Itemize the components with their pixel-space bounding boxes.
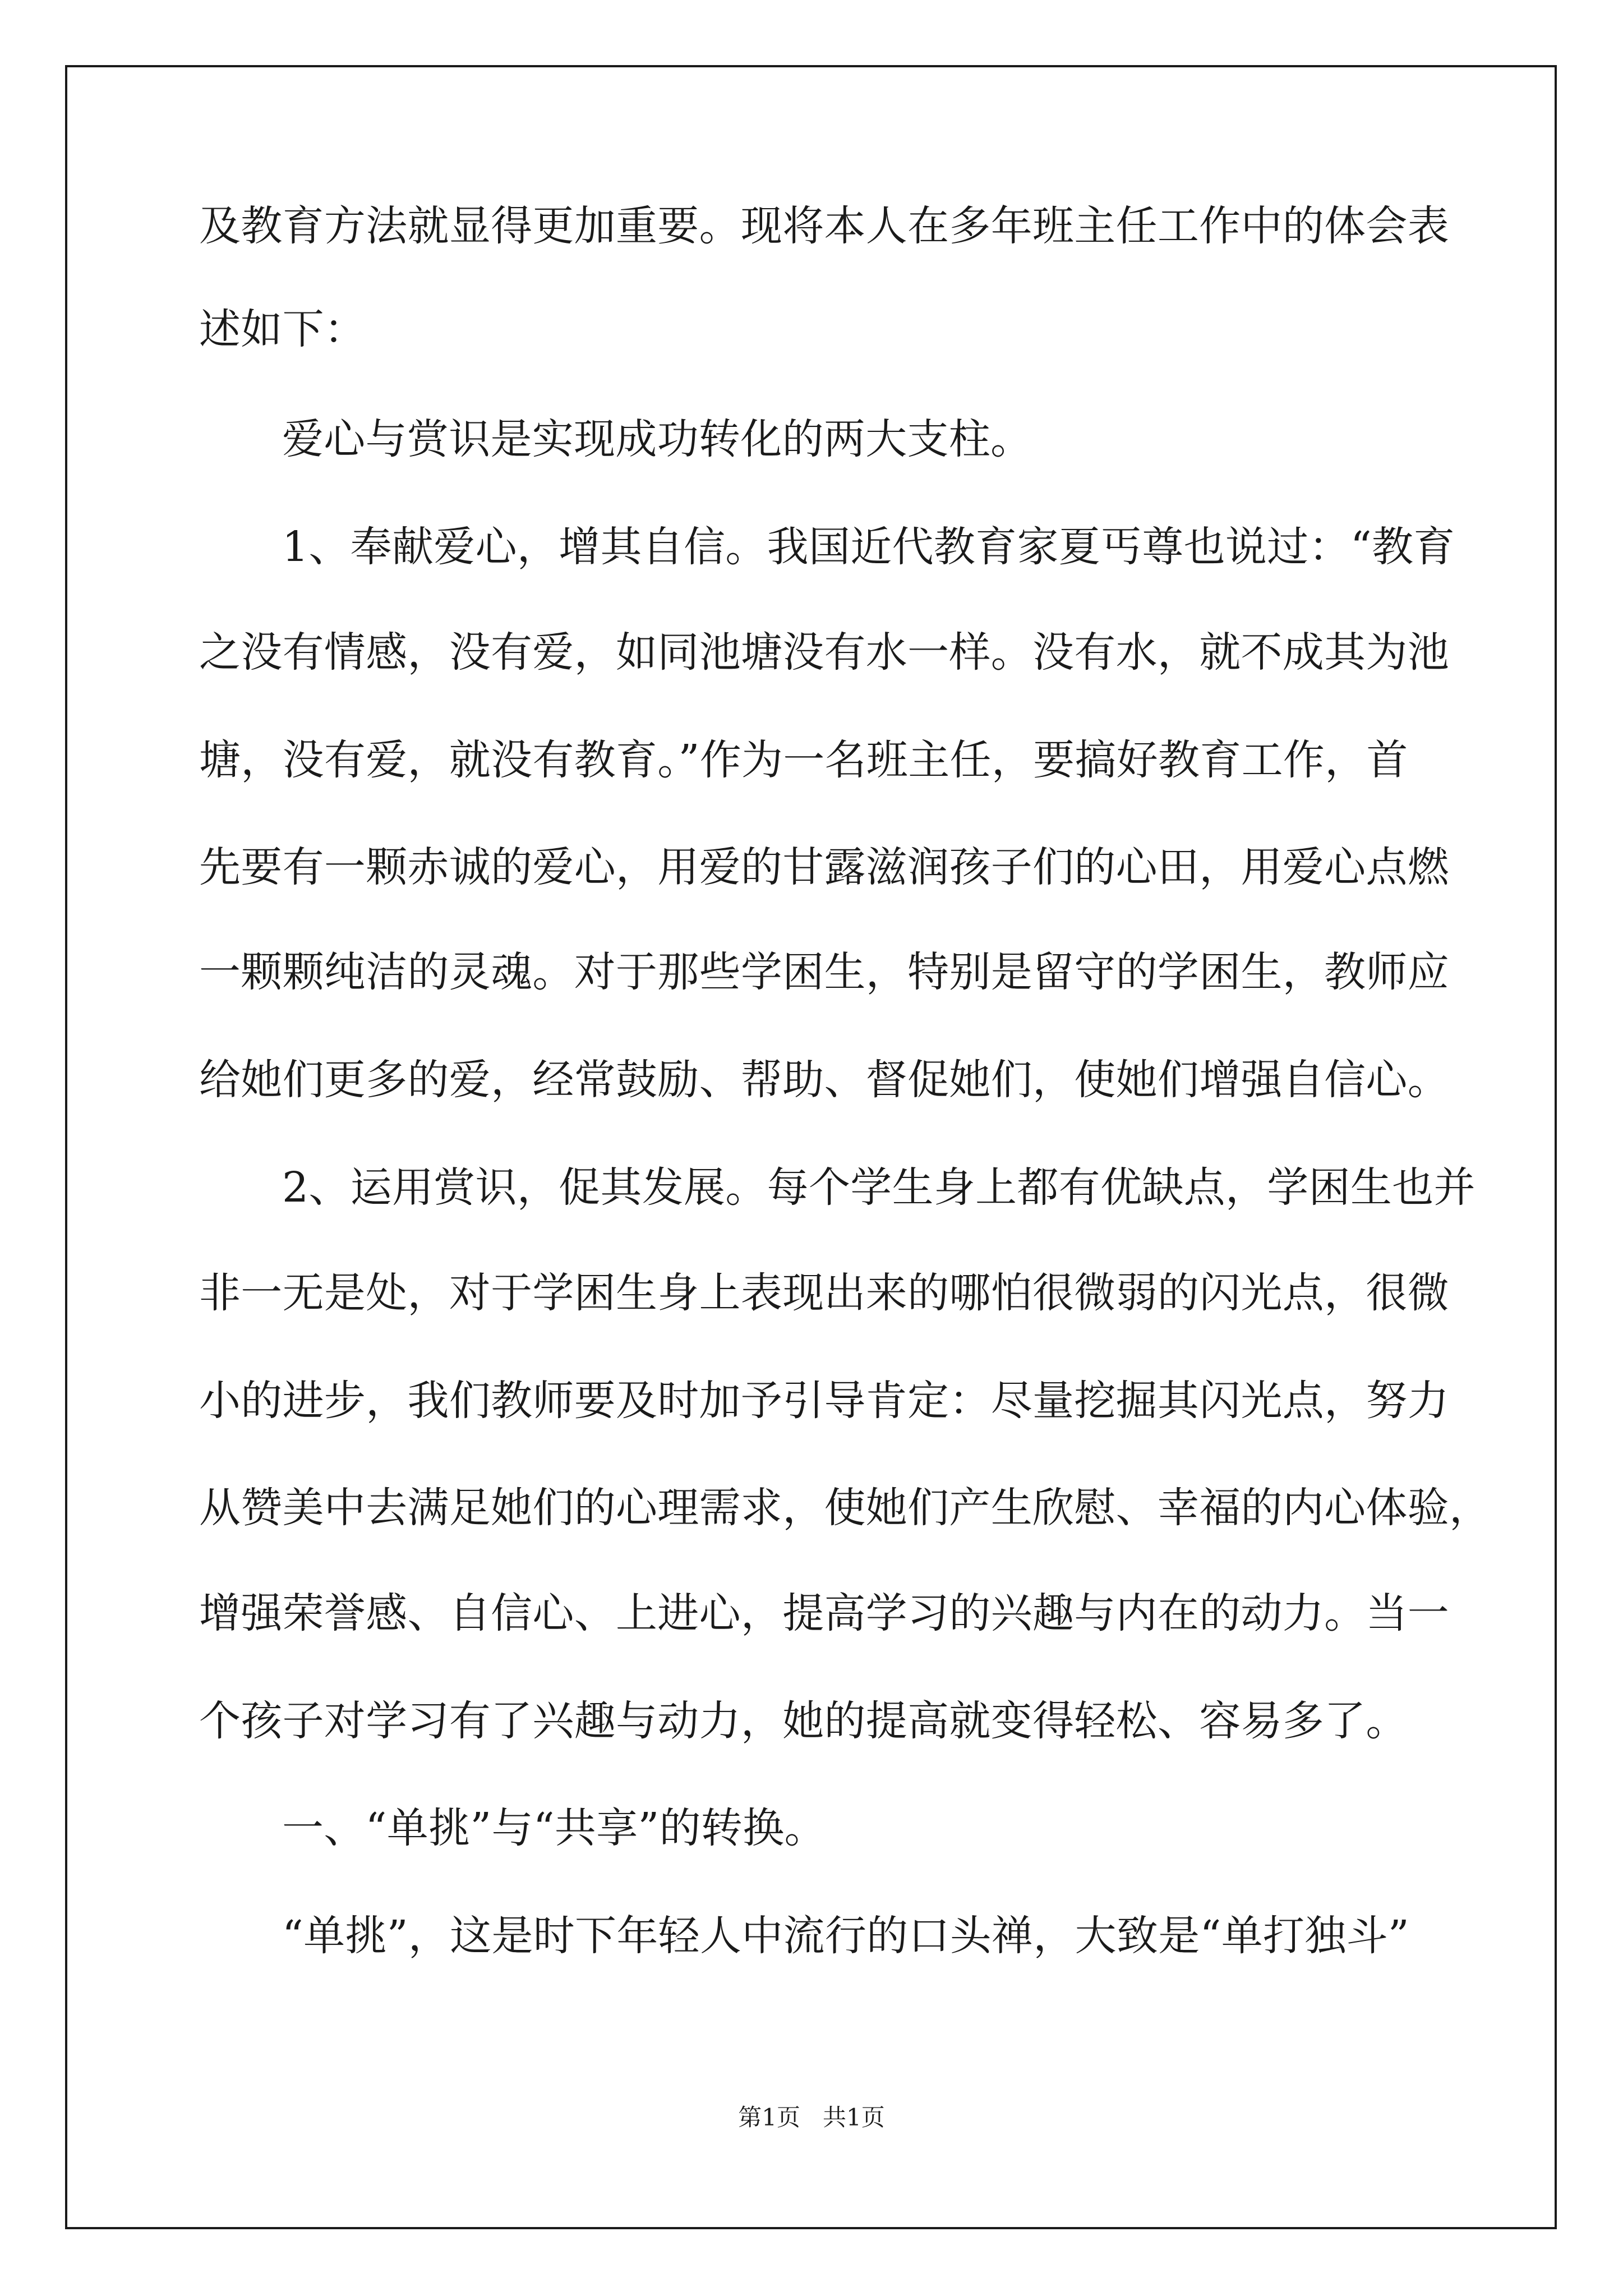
- text-line: 非一无是处，对于学困生身上表现出来的哪怕很微弱的闪光点，很微: [199, 1269, 1449, 1317]
- text-line: 及教育方法就显得更加重要。现将本人在多年班主任工作中的体会表: [199, 202, 1449, 250]
- page-footer: 第1页 共1页: [738, 2104, 885, 2131]
- text-line: 2、运用赏识，促其发展。每个学生身上都有优缺点，学困生也并: [282, 1163, 1476, 1212]
- section-heading: 一、“单挑”与“共享”的转换。: [282, 1804, 826, 1852]
- text-line: 给她们更多的爱，经常鼓励、帮助、督促她们，使她们增强自信心。: [199, 1056, 1449, 1104]
- text-line: 一颗颗纯洁的灵魂。对于那些学困生，特别是留守的学困生，教师应: [199, 948, 1449, 996]
- text-line: 个孩子对学习有了兴趣与动力，她的提高就变得轻松、容易多了。: [199, 1697, 1408, 1745]
- text-line: 增强荣誉感、自信心、上进心，提高学习的兴趣与内在的动力。当一: [199, 1589, 1449, 1637]
- text-line: 先要有一颗赤诚的爱心，用爱的甘露滋润孩子们的心田，用爱心点燃: [199, 843, 1449, 891]
- page-border: [65, 65, 1557, 2229]
- text-line: 小的进步，我们教师要及时加予引导肯定：尽量挖掘其闪光点，努力: [199, 1377, 1449, 1425]
- text-line: “单挑”，这是时下年轻人中流行的口头禅，大致是“单打独斗”: [282, 1912, 1410, 1960]
- text-line: 从赞美中去满足她们的心理需求，使她们产生欣慰、幸福的内心体验，: [199, 1484, 1491, 1532]
- text-line: 述如下：: [199, 305, 366, 353]
- text-line: 塘，没有爱，就没有教育。”作为一名班主任，要搞好教育工作，首: [199, 736, 1408, 784]
- text-line: 之没有情感，没有爱，如同池塘没有水一样。没有水，就不成其为池: [199, 628, 1449, 677]
- text-line: 1、奉献爱心，增其自信。我国近代教育家夏丐尊也说过：“教育: [282, 523, 1455, 571]
- paragraph-heading: 爱心与赏识是实现成功转化的两大支柱。: [282, 415, 1032, 463]
